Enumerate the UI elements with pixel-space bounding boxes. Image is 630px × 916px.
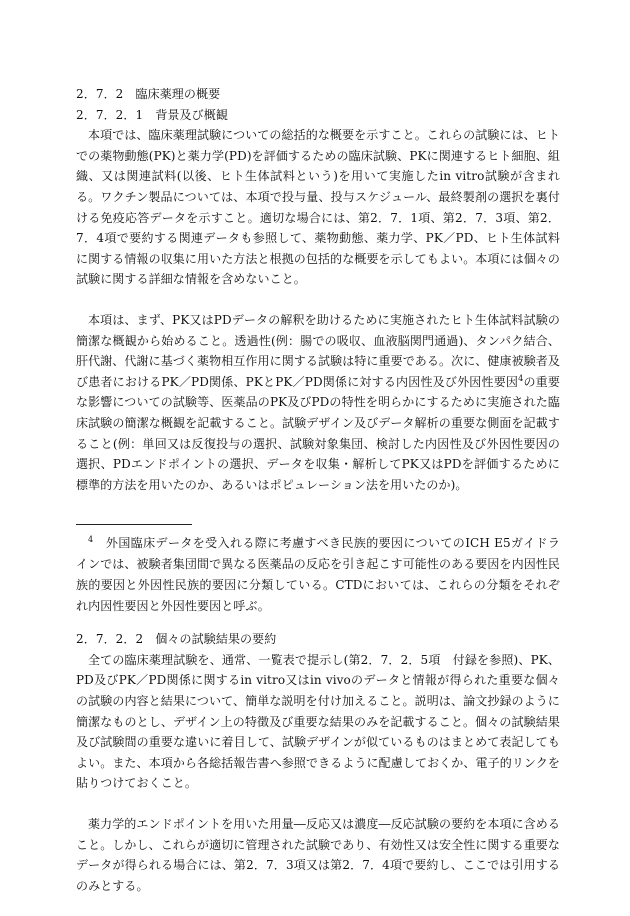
footnote-reference: 4 <box>518 373 524 383</box>
study-results-paragraph-1: 全ての臨床薬理試験を、通常、一覧表で提示し(第2．7．2．5項 付録を参照)、PK、PD及びPK／PD関係に関するin vitro又はin vivoのデータと情報が得られた重要な個々の試験の内容と結果について、簡単な説明を付け加えること。説明は、論文抄録のように簡潔なものとし、デザイン上の特徴及び重要な結果のみを記載すること。個々の試験結果及び試験間の重要な違いに着目して、試験デザインが似ているものはまとめて表記してもよい。また、本項から各総括報告書へ参照できるように配慮しておくか、電子的リンクを貼りつけておくこと。 <box>76 652 560 791</box>
footnote <box>76 533 560 617</box>
background-paragraph-1: 本項では、臨床薬理試験についての総括的な概要を示すこと。これらの試験には、ヒトでの薬物動態(PK)と薬力学(PD)を評価するための臨床試験、PKに関連するヒト細胞、組織、又は関連試料(以後、ヒト生体試料という)を用いて実施したin vitro試験が含まれる。ワクチン製品については、本項で投与量、投与スケジュール、最終製剤の選択を裏付ける免疫応答データを示すこと。適切な場合には、第2．7．1項、第2．7．3項、第2．7．4項で要約する関連データも参照して、薬物動態、薬力学、PK／PD、ヒト生体試料に関する情報の収集に用いた方法と根拠の包括的な概要を示してもよい。本項には個々の試験に関する詳細な情報を含めないこと。 <box>76 128 561 287</box>
footnote-divider <box>76 524 192 525</box>
section-gap <box>76 617 560 629</box>
paragraph-2-text-a: 本項は、まず、PK又はPDデータの解釈を助けるために実施されたヒト生体試料試験の簡潔な概観から始めること。透過性(例：腸での吸収、血液脳関門通過)、タンパク結合、肝代謝、代謝に基づく薬物相互作用に関する試験は特に重要である。次に、健康被験者及び患者におけるPK／PD関係、PKとPK／PD関係に対する内因性及び外因性要因 <box>76 312 561 389</box>
paragraph-gap <box>76 290 560 310</box>
paragraph-gap-2 <box>76 794 560 814</box>
footnote-text: 外国臨床データを受入れる際に考慮すべき民族的要因についてのICH E5ガイドラインでは、被験者集団間で異なる医薬品の反応を引き起こす可能性のある要因を内因性民族的要因と外因性民族的要因に分類している。CTDにおいては、これらの分類をそれぞれ内因性要因と外因性要因と呼ぶ。 <box>76 536 561 614</box>
subsection-heading-background: 2．7．2．1 背景及び概観 <box>76 107 228 122</box>
footnote-number: 4 <box>88 535 94 545</box>
section-heading: 2．7．2 臨床薬理の概要 <box>76 87 221 101</box>
subsection-heading-study-results: 2．7．2．2 個々の試験結果の要約 <box>76 632 277 647</box>
paragraph-2-text-b: の重要な影響についての試験等、医薬品のPK及びPDの特性を明らかにするために実施された臨床試験の簡潔な概観を記載すること。試験デザイン及びデータ解析の重要な側面を記載すること(例：単回又は反復投与の選択、試験対象集団、検討した内因性及び外因性要因の選択、PDエンドポイントの選択、データを収集・解析してPK又はPDを評価するために標準的方法を用いたのか、あるいはポピュレーション法を用いたのか)。 <box>76 374 560 492</box>
study-results-paragraph-2: 薬力学的エンドポイントを用いた用量―反応又は濃度―反応試験の要約を本項に含めること。しかし、これらが適切に管理された試験であり、有効性又は安全性に関する重要なデータが得られる場合には、第2．7．3項又は第2．7．4項で要約し、ここでは引用するのみとする。 <box>76 817 561 893</box>
background-paragraph-2 <box>76 310 560 495</box>
